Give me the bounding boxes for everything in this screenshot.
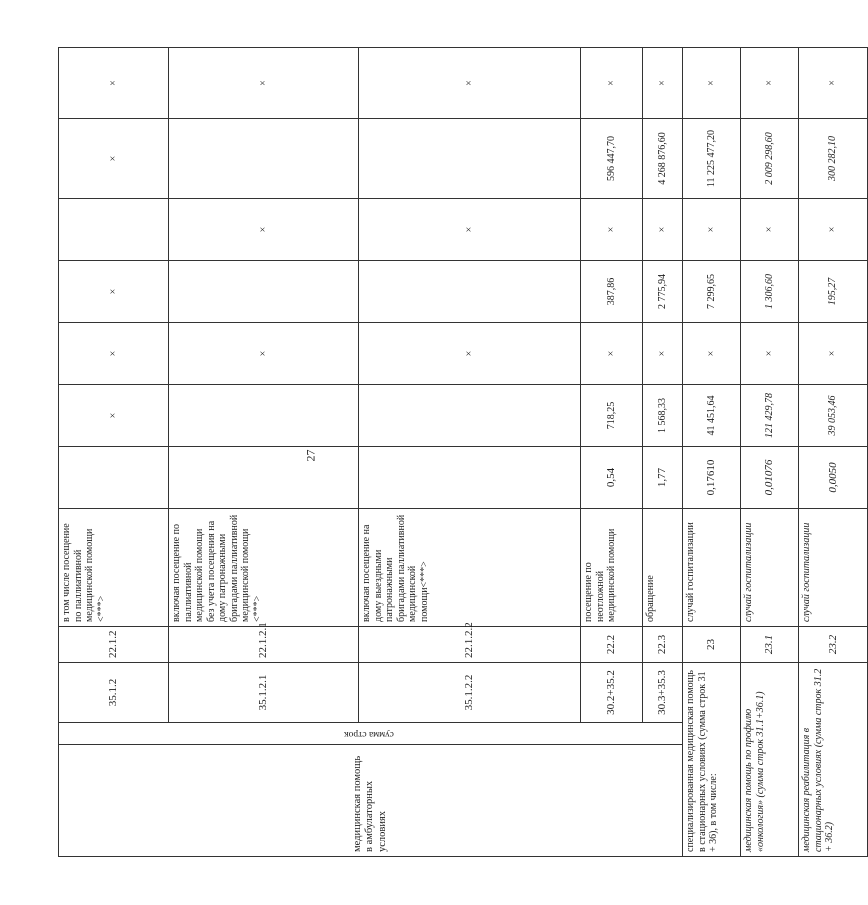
value-cell: × (169, 323, 359, 385)
value-cell: × (643, 323, 683, 385)
rotated-table-container (58, 48, 839, 857)
formula-cell: 30.3+35.3 (643, 663, 683, 723)
table-row (799, 48, 868, 857)
value-cell: 1 306,60 (741, 261, 799, 323)
unit-cell: случай госпитализации (741, 509, 799, 627)
value-cell: × (643, 199, 683, 261)
unit-cell: посещение по неотложной медицинской помощи (581, 509, 643, 627)
cost-cell (169, 385, 359, 447)
value-cell: × (581, 48, 643, 119)
cost-cell: 718,25 (581, 385, 643, 447)
value-cell (169, 119, 359, 199)
value-cell (169, 261, 359, 323)
norm-cell: 0,01076 (741, 447, 799, 509)
norm-cell: 1,77 (643, 447, 683, 509)
norm-cell: 0,54 (581, 447, 643, 509)
formula-cell: 35.1.2 (59, 663, 169, 723)
row-label-cell: специализированная медицинская помощь в стационарных условиях (сумма строк 31 + 36), в том числе: (683, 663, 741, 857)
value-cell: × (799, 48, 868, 119)
norm-cell (169, 447, 359, 509)
norm-cell: 0,0050 (799, 447, 868, 509)
unit-cell: случай госпитализации (799, 509, 868, 627)
value-cell (59, 199, 169, 261)
value-cell: 596 447,70 (581, 119, 643, 199)
value-cell: 2 009 298,60 (741, 119, 799, 199)
value-cell: 195,27 (799, 261, 868, 323)
value-cell: × (741, 199, 799, 261)
value-cell: × (799, 323, 868, 385)
norm-cell (59, 447, 169, 509)
value-cell: × (169, 48, 359, 119)
table-row (59, 48, 169, 857)
unit-cell: в том числе посещение по паллиативной медицинской помощи <***> (59, 509, 169, 627)
table-row (683, 48, 741, 857)
value-cell: 11 225 477,20 (683, 119, 741, 199)
line-number-cell: 22.1.2.1 (169, 627, 359, 663)
cost-cell: × (59, 385, 169, 447)
value-cell: × (683, 323, 741, 385)
unit-cell: включая посещение на дому выездными патронажными бригадами паллиативной медицинской помощи<***> (359, 509, 581, 627)
value-cell: × (359, 48, 581, 119)
value-cell (359, 119, 581, 199)
line-number-cell: 22.2 (581, 627, 643, 663)
formula-cell: 35.1.2.2 (359, 663, 581, 723)
value-cell: × (59, 119, 169, 199)
line-number-cell: 22.1.2 (59, 627, 169, 663)
value-cell: × (799, 199, 868, 261)
norm-cell: 0,17610 (683, 447, 741, 509)
value-cell: 300 282,10 (799, 119, 868, 199)
cost-cell (359, 385, 581, 447)
row-label-cell: медицинская реабилитация в стационарных условиях (сумма строк 31.2 + 36.2) (799, 663, 868, 857)
unit-cell: обращение (643, 509, 683, 627)
value-cell: × (643, 48, 683, 119)
value-cell: × (683, 199, 741, 261)
line-number-cell: 22.1.2.2 (359, 627, 581, 663)
value-cell: × (683, 48, 741, 119)
page-number: 27 (303, 449, 318, 462)
cost-cell: 121 429,78 (741, 385, 799, 447)
value-cell: × (359, 323, 581, 385)
formula-cell: 30.2+35.2 (581, 663, 643, 723)
value-cell: × (59, 261, 169, 323)
value-cell: × (741, 48, 799, 119)
value-cell: 7 299,65 (683, 261, 741, 323)
line-number-cell: 23 (683, 627, 741, 663)
row-label-cell: медицинская помощь по профилю «онкология» (сумма строк 31.1+36.1) (741, 663, 799, 857)
value-cell: 387,86 (581, 261, 643, 323)
value-cell: × (59, 323, 169, 385)
formula-cell: 35.1.2.1 (169, 663, 359, 723)
value-cell: × (581, 199, 643, 261)
table-frame (58, 48, 839, 857)
line-number-cell: 23.2 (799, 627, 868, 663)
line-number-cell: 23.1 (741, 627, 799, 663)
cost-cell: 1 568,33 (643, 385, 683, 447)
value-cell: 4 268 876,60 (643, 119, 683, 199)
territorial-program-table (58, 47, 868, 857)
unit-cell: случай госпитализации (683, 509, 741, 627)
unit-cell: включая посещение по паллиативной медицинской помощи без учета посещения на дому патронажными бригадами паллиативной медицинской помощи <***> (169, 509, 359, 627)
norm-cell (359, 447, 581, 509)
value-cell: × (581, 323, 643, 385)
line-number-cell: 22.3 (643, 627, 683, 663)
value-cell: 2 775,94 (643, 261, 683, 323)
cost-cell: 39 053,46 (799, 385, 868, 447)
sum-header: сумма строк (59, 723, 683, 745)
table-row (741, 48, 799, 857)
value-cell: × (59, 48, 169, 119)
value-cell: × (359, 199, 581, 261)
value-cell: × (741, 323, 799, 385)
value-cell: × (169, 199, 359, 261)
value-cell (359, 261, 581, 323)
row-group-label: медицинская помощь в амбулаторных условиях (59, 745, 683, 857)
cost-cell: 41 451,64 (683, 385, 741, 447)
